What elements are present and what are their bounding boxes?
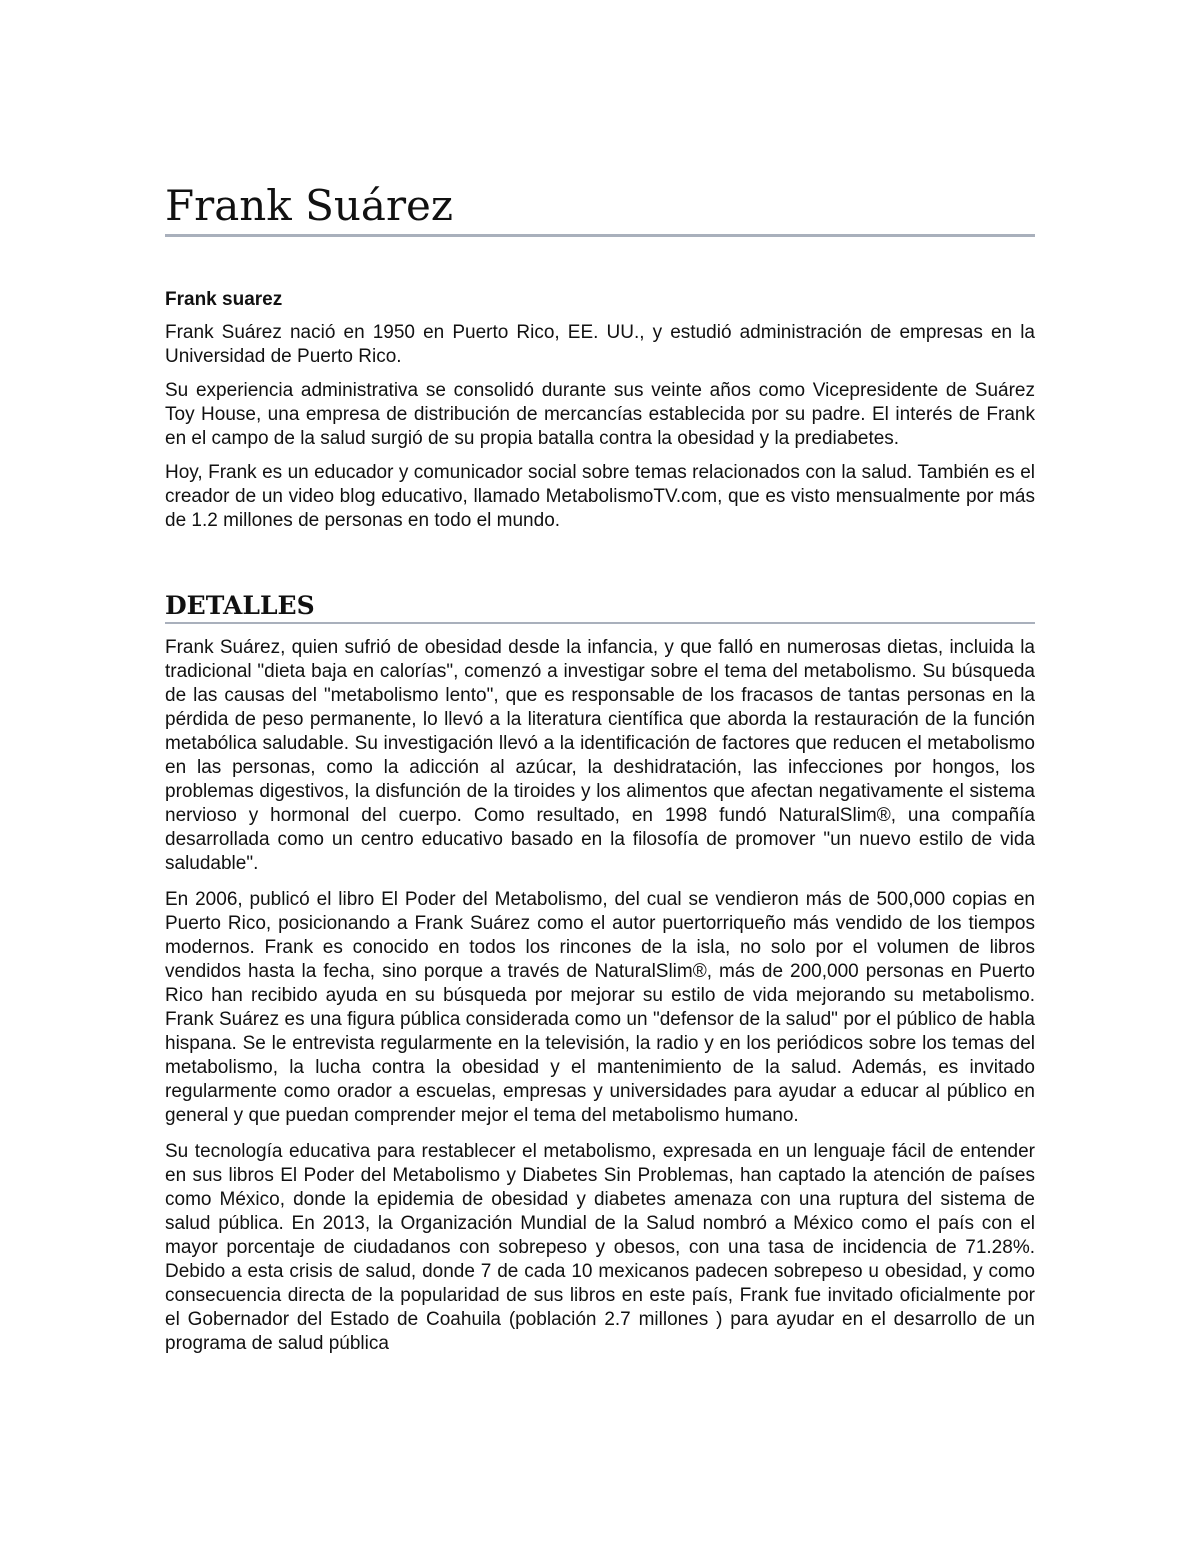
details-paragraph-3: Su tecnología educativa para restablecer el metabolismo, expresada en un lenguaje fácil de entender en sus libros El Poder del Metabolismo y Diabetes Sin Problemas, han captado la atención de países como México, donde la epidemia de obesidad y diabetes amenaza con una ruptura del sistema de salud pública. En 2013, la Organización Mundial de la Salud nombró a México como el país con el mayor porcentaje de ciudadanos con sobrepeso y obesos, con una tasa de incidencia de 71.28%. Debido a esta crisis de salud, donde 7 de cada 10 mexicanos padecen sobrepeso u obesidad, y como consecuencia directa de la popularidad de sus libros en este país, Frank fue invitado oficialmente por el Gobernador del Estado de Coahuila (población 2.7 millones ) para ayudar en el desarrollo de un programa de salud pública [165, 1141, 1035, 1355]
intro-paragraph-3: Hoy, Frank es un educador y comunicador social sobre temas relacionados con la salud. También es el creador de un video blog educativo, llamado MetabolismoTV.com, que es visto mensualmente por más de 1.2 millones de personas en todo el mundo. [165, 462, 1035, 532]
details-heading: DETALLES [165, 591, 1035, 624]
intro-paragraph-2: Su experiencia administrativa se consolidó durante sus veinte años como Vicepresidente de Suárez Toy House, una empresa de distribución de mercancías establecida por su padre. El interés de Frank en el campo de la salud surgió de su propia batalla contra la obesidad y la prediabetes. [165, 380, 1035, 450]
details-paragraph-1: Frank Suárez, quien sufrió de obesidad desde la infancia, y que falló en numerosas dietas, incluida la tradicional "dieta baja en calorías", comenzó a investigar sobre el tema del metabolismo. Su búsqueda de las causas del "metabolismo lento", que es responsable de los fracasos de tantas personas en la pérdida de peso permanente, lo llevó a la literatura científica que aborda la restauración de la función metabólica saludable. Su investigación llevó a la identificación de factores que reducen el metabolismo en las personas, como la adicción al azúcar, la deshidratación, las infecciones por hongos, los problemas digestivos, la disfunción de la tiroides y los alimentos que afectan negativamente el sistema nervioso y hormonal del cuerpo. Como resultado, en 1998 fundó NaturalSlim®, una compañía desarrollada como un centro educativo basado en la filosofía de promover "un nuevo estilo de vida saludable". [165, 637, 1035, 875]
intro-paragraph-1: Frank Suárez nació en 1950 en Puerto Rico, EE. UU., y estudió administración de empresas en la Universidad de Puerto Rico. [165, 322, 1035, 368]
document-page [165, 182, 1035, 1368]
intro-heading: Frank suarez [165, 289, 283, 311]
document-title: Frank Suárez [165, 182, 1035, 237]
details-paragraph-2: En 2006, publicó el libro El Poder del Metabolismo, del cual se vendieron más de 500,000 copias en Puerto Rico, posicionando a Frank Suárez como el autor puertorriqueño más vendido de los tiempos modernos. Frank es conocido en todos los rincones de la isla, no solo por el volumen de libros vendidos hasta la fecha, sino porque a través de NaturalSlim®, más de 200,000 personas en Puerto Rico han recibido ayuda en su búsqueda por mejorar su estilo de vida mejorando su metabolismo. Frank Suárez es una figura pública considerada como un "defensor de la salud" por el público de habla hispana. Se le entrevista regularmente en la televisión, la radio y en los periódicos sobre los temas del metabolismo, la lucha contra la obesidad y el mantenimiento de la salud. Además, es invitado regularmente como orador a escuelas, empresas y universidades para ayudar a educar al público en general y que puedan comprender mejor el tema del metabolismo humano. [165, 889, 1035, 1127]
